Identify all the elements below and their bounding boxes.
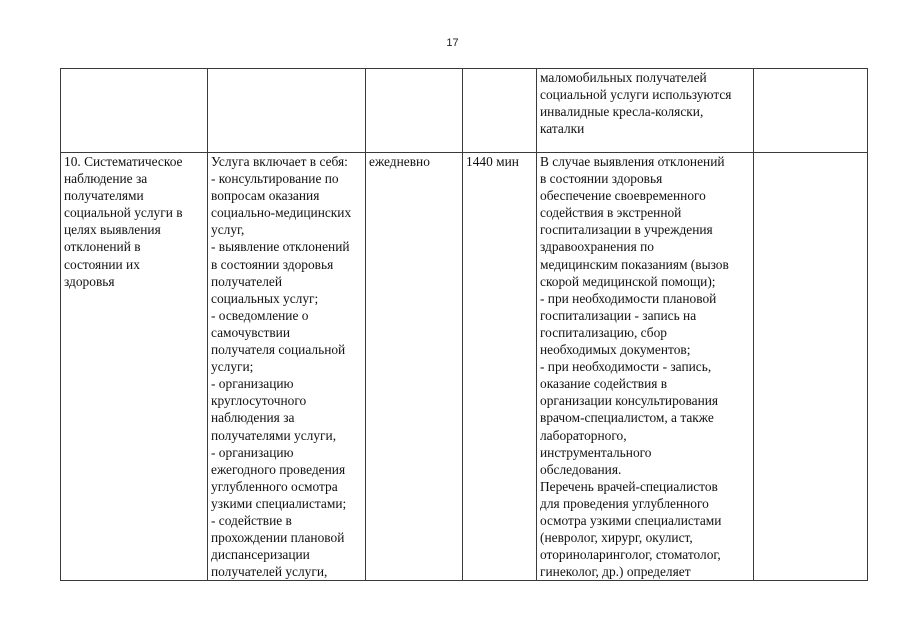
text-line: госпитализацию, сбор: [540, 324, 667, 340]
text-line: вопросам оказания: [211, 188, 320, 204]
text-line: здоровья: [64, 273, 115, 289]
cell-notes: [754, 153, 868, 581]
text-line: (невролог, хирург, окулист,: [540, 530, 693, 546]
text-line: содействия в экстренной: [540, 205, 682, 221]
text-line: получателей: [211, 273, 282, 289]
cell-frequency: [366, 153, 463, 581]
text-line: - при необходимости - запись,: [540, 359, 712, 375]
services-table: [60, 68, 868, 581]
text-line: - организацию: [211, 376, 294, 392]
text-line: социальной услуги в: [64, 205, 183, 221]
text-line: состоянии их: [64, 256, 140, 272]
text-line: - осведомление о: [211, 307, 309, 323]
text-line: получателями: [64, 188, 144, 204]
text-line: оториноларинголог, стоматолог,: [540, 547, 721, 563]
text-line: получателями услуги,: [211, 427, 337, 443]
text-line: в состоянии здоровья: [540, 171, 663, 187]
text-line: оказание содействия в: [540, 376, 668, 392]
text-line: скорой медицинской помощи);: [540, 273, 716, 289]
cell-conditions: [537, 69, 754, 153]
text-line: организации консультирования: [540, 393, 719, 409]
text-line: необходимых документов;: [540, 342, 691, 358]
text-line: - консультирование по: [211, 171, 339, 187]
cell-duration: [463, 153, 537, 581]
text-line: наблюдение за: [64, 171, 148, 187]
page-number: 17: [446, 37, 459, 49]
text-line: целях выявления: [64, 222, 161, 238]
text-line: госпитализации - запись на: [540, 307, 697, 323]
cell-frequency: [366, 69, 463, 153]
text-line: госпитализации в учреждения: [540, 222, 713, 238]
text-line: ежегодного проведения: [211, 461, 346, 477]
text-line: медицинским показаниям (вызов: [540, 256, 729, 272]
text-line: - организацию: [211, 444, 294, 460]
cell-service-description: [208, 69, 366, 153]
text-line: обследования.: [540, 461, 622, 477]
text-line: Перечень врачей-специалистов: [540, 478, 718, 494]
text-line: услуги;: [211, 359, 254, 375]
text-line: гинеколог, др.) определяет: [540, 564, 691, 580]
text-line: диспансеризации: [211, 547, 310, 563]
text-line: врачом-специалистом, а также: [540, 410, 714, 426]
text-line: 1440 мин: [466, 154, 519, 169]
text-line: узкими специалистами;: [211, 495, 347, 511]
text-line: в состоянии здоровья: [211, 256, 334, 272]
text-line: для проведения углубленного: [540, 495, 709, 511]
text-line: - содействие в: [211, 512, 292, 528]
text-line: услуг,: [211, 222, 245, 238]
text-line: - выявление отклонений: [211, 239, 350, 255]
text-line: получателей услуги,: [211, 564, 328, 580]
cell-service-name: [61, 69, 208, 153]
cell-notes: [754, 69, 868, 153]
text-line: инвалидные кресла-коляски,: [540, 104, 704, 120]
text-line: осмотра узкими специалистами: [540, 512, 722, 528]
text-line: прохождении плановой: [211, 530, 345, 546]
text-line: инструментального: [540, 444, 652, 460]
text-line: социальных услуг;: [211, 290, 319, 306]
text-line: наблюдения за: [211, 410, 295, 426]
text-line: углубленного осмотра: [211, 478, 338, 494]
text-line: лабораторного,: [540, 427, 627, 443]
cell-service-name: [61, 153, 208, 581]
cell-conditions: [537, 153, 754, 581]
text-line: ежедневно: [369, 154, 430, 169]
text-line: социально-медицинских: [211, 205, 352, 221]
text-line: Услуга включает в себя:: [211, 154, 348, 169]
text-line: здравоохранения по: [540, 239, 654, 255]
text-line: каталки: [540, 121, 585, 137]
text-line: самочувствии: [211, 324, 290, 340]
table-row-continuation: [61, 69, 868, 153]
text-line: маломобильных получателей: [540, 70, 707, 85]
table-row-service-10: [61, 153, 868, 581]
text-line: В случае выявления отклонений: [540, 154, 725, 169]
text-line: получателя социальной: [211, 342, 346, 358]
cell-duration: [463, 69, 537, 153]
text-line: 10. Систематическое: [64, 154, 183, 169]
text-line: социальной услуги используются: [540, 87, 732, 103]
text-line: круглосуточного: [211, 393, 307, 409]
text-line: обеспечение своевременного: [540, 188, 706, 204]
text-line: отклонений в: [64, 239, 141, 255]
cell-service-description: [208, 153, 366, 581]
text-line: - при необходимости плановой: [540, 290, 717, 306]
